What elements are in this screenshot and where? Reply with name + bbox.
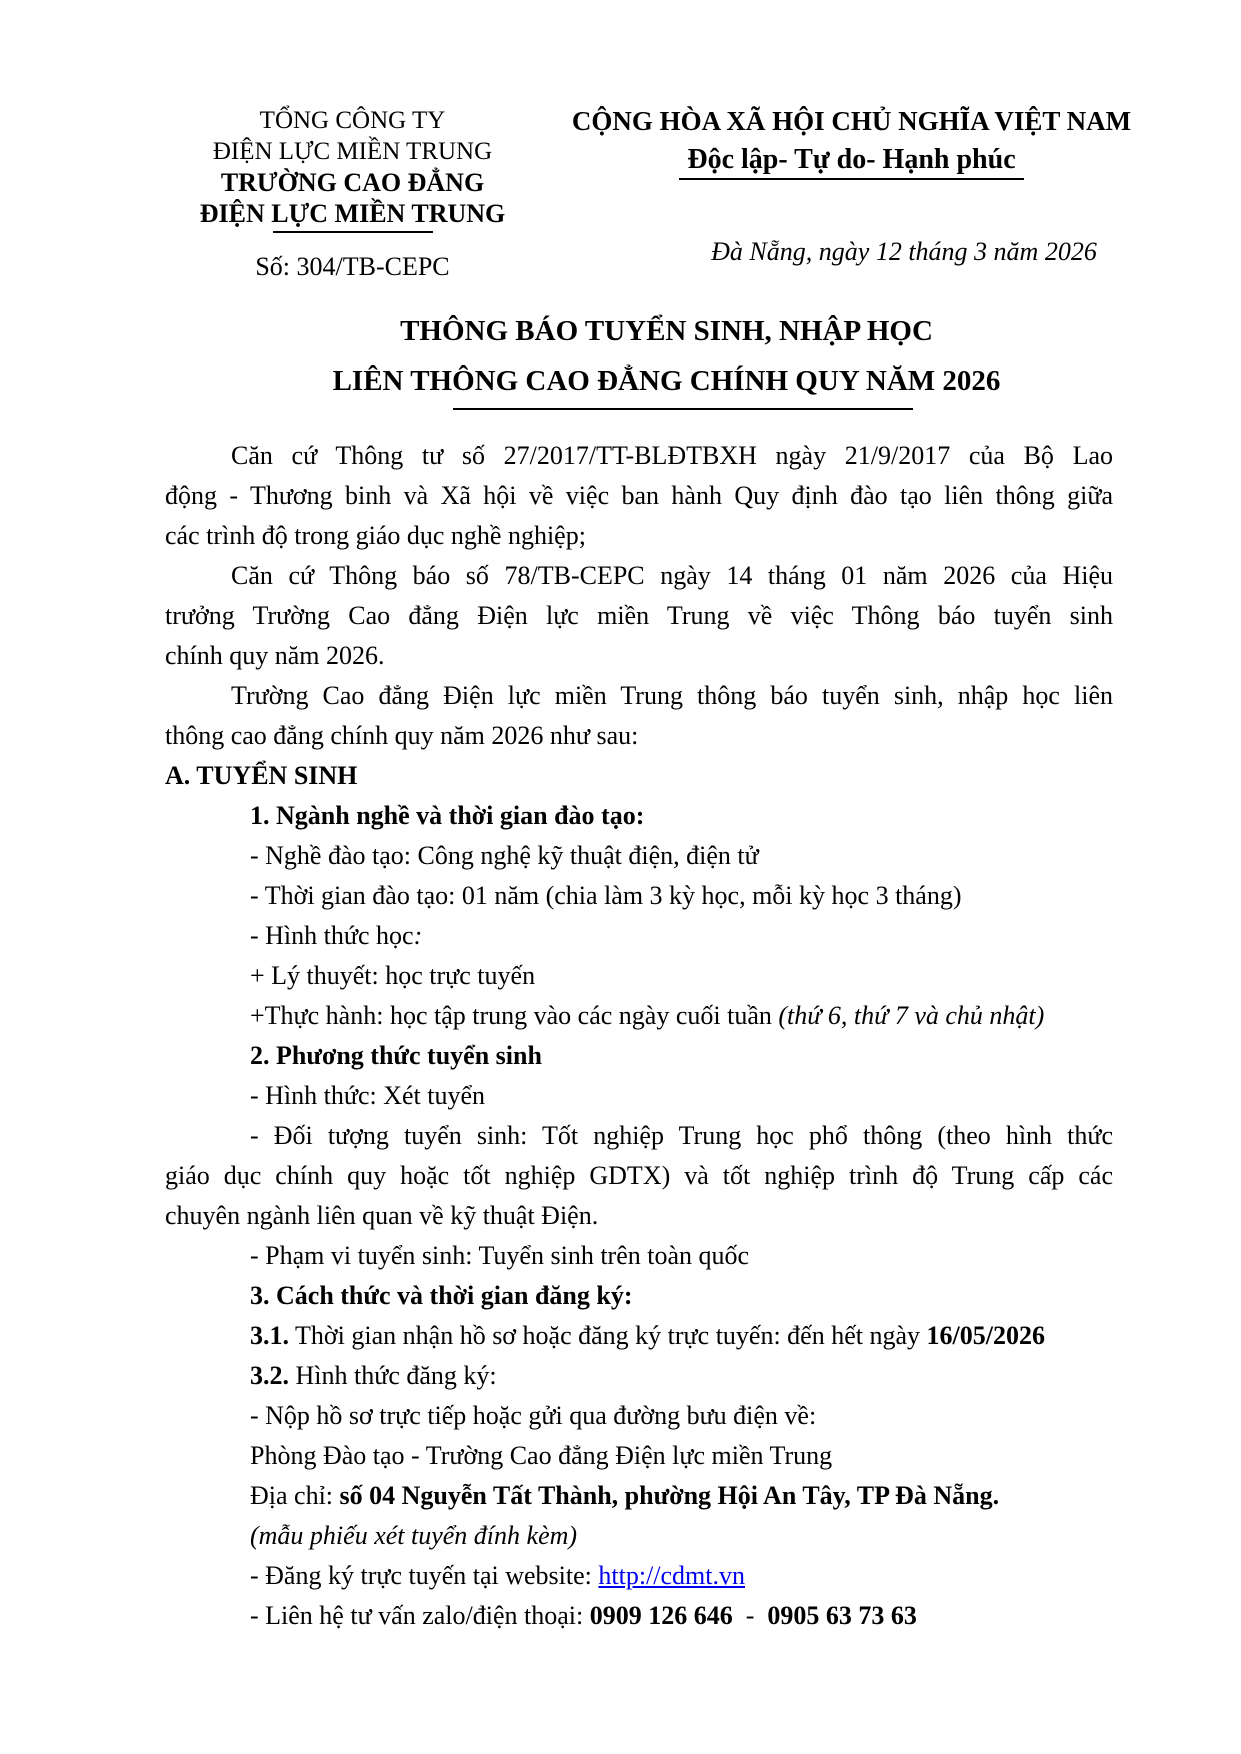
text-segment: 2. Phương thức tuyển sinh (250, 1041, 542, 1070)
text-segment: - Đăng ký trực tuyến tại website: (250, 1561, 599, 1590)
text-segment: + Lý thuyết: học trực tuyến (250, 961, 536, 990)
hinh-thuc-hoc-line (165, 916, 1113, 956)
text-segment: thông cao đẳng chính quy năm 2026 như sau: (165, 721, 639, 750)
text-segment: các trình độ trong giáo dục nghề nghiệp; (165, 521, 586, 550)
nghe-dao-tao-line (165, 836, 1113, 876)
place-date-line: Đà Nẵng, ngày 12 tháng 3 năm 2026 (711, 237, 1097, 266)
document-header (165, 105, 1132, 282)
pham-vi-line (165, 1236, 1113, 1276)
heading-nganh-nghe (165, 796, 1113, 836)
intro-line-1 (165, 676, 1113, 716)
website-line (165, 1556, 1113, 1596)
heading-phuong-thuc (165, 1036, 1113, 1076)
citation-1-line-3 (165, 516, 1113, 556)
parent-org-line1: TỔNG CÔNG TY (259, 107, 446, 134)
doi-tuong-line-2 (165, 1156, 1113, 1196)
text-segment: Căn cứ Thông báo số 78/TB-CEPC ngày 14 tháng 01 năm 2026 của Hiệu (231, 561, 1113, 590)
text-segment: +Thực hành: học tập trung vào các ngày cuối tuần (250, 1001, 779, 1030)
text-segment: Địa chỉ: (250, 1481, 340, 1510)
citation-1-line-2 (165, 476, 1113, 516)
text-segment: giáo dục chính quy hoặc tốt nghiệp GDTX) và tốt nghiệp trình độ Trung cấp các (165, 1161, 1113, 1190)
national-motto-row (560, 143, 1143, 181)
text-segment: trưởng Trường Cao đẳng Điện lực miền Trung về việc Thông báo tuyển sinh (165, 601, 1113, 630)
national-title: CỘNG HÒA XÃ HỘI CHỦ NGHĨA VIỆT NAM (571, 106, 1132, 136)
intro-line-2 (165, 716, 1113, 756)
deadline-date: 16/05/2026 (926, 1321, 1045, 1350)
text-segment: - Nộp hồ sơ trực tiếp hoặc gửi qua đường bưu điện về: (250, 1401, 817, 1430)
clause-3-2 (165, 1356, 1113, 1396)
citation-2-line-1 (165, 556, 1113, 596)
text-segment: - (732, 1601, 768, 1630)
address-line (165, 1476, 1113, 1516)
ly-thuyet-line (165, 956, 1113, 996)
text-segment: động - Thương binh và Xã hội về việc ban hành Quy định đào tạo liên thông giữa (165, 481, 1113, 510)
org-name-line1: TRƯỜNG CAO ĐẲNG (220, 168, 485, 197)
parent-org-line2: ĐIỆN LỰC MIỀN TRUNG (212, 138, 493, 165)
text-segment: - Thời gian đào tạo: 01 năm (chia làm 3 kỳ học, mỗi kỳ học 3 tháng) (250, 881, 962, 910)
national-header-block (560, 105, 1143, 267)
text-segment: A. TUYỂN SINH (165, 761, 358, 790)
phong-dao-tao-line (165, 1436, 1113, 1476)
national-motto: Độc lập- Tự do- Hạnh phúc (679, 143, 1023, 180)
thoi-gian-dao-tao-line (165, 876, 1113, 916)
citation-1-line-1 (165, 436, 1113, 476)
attachment-note-line (165, 1516, 1113, 1556)
clause-3-1 (165, 1316, 1113, 1356)
text-segment: Trường Cao đẳng Điện lực miền Trung thông báo tuyển sinh, nhập học liên (231, 681, 1113, 710)
text-segment: - Hình thức học (250, 921, 414, 950)
text-segment: : (413, 921, 423, 950)
phone-number-2: 0905 63 73 63 (767, 1601, 917, 1630)
title-underline (453, 408, 913, 410)
text-segment: - Hình thức: Xét tuyển (250, 1081, 486, 1110)
document-number: Số: 304/TB-CEPC (255, 252, 450, 281)
website-link[interactable]: http://cdmt.vn (598, 1561, 745, 1590)
citation-2-line-3 (165, 636, 1113, 676)
text-segment: 1. Ngành nghề và thời gian đào tạo: (250, 801, 645, 830)
text-segment: chính quy năm 2026. (165, 641, 385, 670)
doi-tuong-line-1 (165, 1116, 1113, 1156)
text-segment: Thời gian nhận hồ sơ hoặc đăng ký trực tuyến: đến hết ngày (289, 1321, 927, 1350)
hinh-thuc-xet-tuyen-line (165, 1076, 1113, 1116)
title-line2: LIÊN THÔNG CAO ĐẲNG CHÍNH QUY NĂM 2026 (332, 365, 1001, 397)
section-a-heading (165, 756, 1113, 796)
heading-cach-thuc (165, 1276, 1113, 1316)
thuc-hanh-line (165, 996, 1113, 1036)
doi-tuong-line-3 (165, 1196, 1113, 1236)
text-segment: - Nghề đào tạo: Công nghệ kỹ thuật điện, điện tử (250, 841, 759, 870)
org-separator-line (273, 231, 433, 233)
contact-line (165, 1596, 1113, 1636)
text-segment: (mẫu phiếu xét tuyển đính kèm) (250, 1521, 578, 1550)
text-segment: Hình thức đăng ký: (289, 1361, 497, 1390)
phone-number-1: 0909 126 646 (589, 1601, 733, 1630)
text-segment: - Liên hệ tư vấn zalo/điện thoại: (250, 1601, 590, 1630)
document-body (165, 436, 1113, 1636)
document-title (165, 306, 1113, 410)
text-segment: 3.2. (250, 1361, 289, 1390)
text-segment: Phòng Đào tạo - Trường Cao đẳng Điện lực miền Trung (250, 1441, 833, 1470)
text-segment: Căn cứ Thông tư số 27/2017/TT-BLĐTBXH ngày 21/9/2017 của Bộ Lao (231, 441, 1113, 470)
org-name-line2: ĐIỆN LỰC MIỀN TRUNG (199, 199, 506, 228)
nop-ho-so-line (165, 1396, 1113, 1436)
text-segment: 3. Cách thức và thời gian đăng ký: (250, 1281, 633, 1310)
citation-2-line-2 (165, 596, 1113, 636)
issuing-org-block (165, 105, 540, 282)
text-segment: chuyên ngành liên quan về kỹ thuật Điện. (165, 1201, 599, 1230)
text-segment: - Phạm vi tuyển sinh: Tuyển sinh trên toàn quốc (250, 1241, 750, 1270)
title-line1: THÔNG BÁO TUYỂN SINH, NHẬP HỌC (400, 315, 933, 347)
text-segment: 3.1. (250, 1321, 289, 1350)
address-value: số 04 Nguyễn Tất Thành, phường Hội An Tây, TP Đà Nẵng. (339, 1481, 1000, 1510)
text-segment: - Đối tượng tuyển sinh: Tốt nghiệp Trung học phổ thông (theo hình thức (250, 1121, 1113, 1150)
text-segment: (thứ 6, thứ 7 và chủ nhật) (778, 1001, 1045, 1030)
